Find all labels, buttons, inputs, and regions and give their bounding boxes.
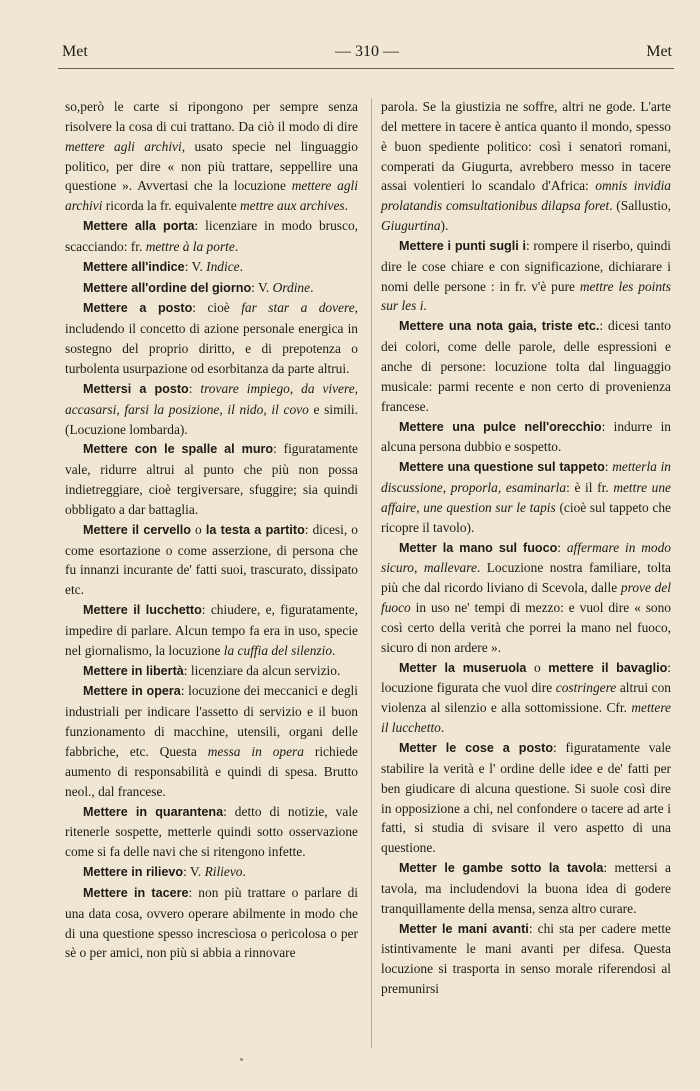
entry-gambe (381, 858, 671, 919)
headword: Mettere in opera (83, 684, 181, 699)
italic-text: far star a dovere (241, 300, 355, 316)
headword: Mettere il cervello (83, 522, 191, 537)
headword: Mettere in tacere (83, 885, 189, 900)
entry-text: . (234, 238, 239, 254)
entry-text: . (440, 720, 445, 736)
italic-text: mettere agli archivi (65, 178, 358, 214)
entry-posto (65, 298, 358, 378)
italic-text: trovare impiego, da vivere, accasarsi, farsi la posizione, il nido, il covo (65, 380, 358, 417)
entry-text: . (239, 258, 243, 274)
italic-text: metterla in discussione, proporla, esaminarla (381, 459, 671, 496)
entry-text: : indurre in alcuna persona dubbio e sospetto. (381, 418, 671, 455)
entry-porta (65, 216, 358, 257)
entry-text: : dicesi, o come esortazione o come asserzione, di persona che fu innanzi incurante de' fatti suoi, trascurato, dissipato etc. (65, 521, 358, 598)
entry-mano-fuoco (381, 538, 671, 658)
entry-text: : non più trattare o parlare di una data cosa, ovvero operare abilmente in modo che di una questione spesso increscìosa o pericolosa o per sè o per amici, non più si abbia a rinnovare (65, 884, 358, 961)
italic-text: Indice (206, 258, 240, 274)
entry-text: parola. Se la giustizia ne soffre, altri ne gode. L'arte del mettere in tacere è antica quanto il mondo, spesso è buon spediente politico: così i senatori romani, comperati da Giugurta, avrebbero messo in tacere assai volentieri lo scandalo d'Africa: (381, 99, 671, 194)
headword: Metter la mano sul fuoco (399, 540, 558, 555)
entry-text: so,però le carte si ripongono per sempre senza risolvere la cosa di cui trattano. Da ciò il modo di dire (65, 99, 358, 134)
entry-text: : figuratamente vale stabilire la verità e l' ordine delle idee e de' fatti per ben giudicare di alcuna questione. Si suole così dire in opposizione a chi, nel confondere o tacere ad arte i fatti, si studia di svisare il vero aspetto di una questione. (381, 740, 671, 856)
headword: Mettere all'indice (83, 259, 185, 274)
headword: Mettersi a posto (83, 381, 189, 396)
headword: Metter le cose a posto (399, 741, 554, 755)
headword: Mettere una pulce nell'orecchio (399, 419, 602, 434)
headword: Metter la museruola (399, 660, 527, 675)
entry-text: : (557, 539, 567, 555)
headword: la testa a partito (205, 522, 305, 537)
italic-text: mettre une affaire, une question sur le tapis (381, 480, 671, 515)
entry-text: ). (440, 218, 449, 234)
entry-tacere-cont (381, 97, 671, 236)
entry-text: . (344, 198, 348, 214)
entry-text: , includendo il concetto di azione personale energica in sostegno del proprio diritto, e di prepotenza o turbolenta usurpazione od esorbitanza da parte altrui. (65, 300, 359, 376)
entry-quarantena (65, 802, 358, 863)
entry-text: ricorda la fr. equivalente (102, 198, 240, 214)
entry-cose-posto (381, 738, 671, 858)
headword: Metter le gambe sotto la tavola (399, 861, 604, 876)
running-head (62, 43, 672, 67)
entry-punti (381, 236, 671, 316)
entry-text: e simili. (Locuzione lombarda). (65, 401, 358, 437)
entry-indice (65, 257, 358, 278)
running-head-left: Met (62, 43, 88, 60)
entry-text: : (604, 459, 613, 475)
entry-text: . (332, 642, 336, 658)
left-column (65, 97, 358, 963)
entry-text: : chi sta per cadere mette istintivamente le mani avanti per difesa. Questa locuzione si trasporta in senso morale riferendosi al premunirsi (381, 920, 671, 997)
entry-text: : figuratamente vale, ridurre altrui al punto che più non possa indietreggiare, cioè tergiversare, sfuggire; sia quindi obbligato a dar battaglia. (65, 441, 358, 517)
entry-cervello (65, 520, 358, 600)
entry-text: o (190, 521, 206, 537)
entry-text: , usato specie nel linguaggio politico, per dire « non più trattare, seppellire una questione ». Avvertasi che la locuzione (65, 138, 358, 194)
headword: Mettere alla porta (83, 219, 195, 234)
entry-text: . Locuzione nostra familiare, tolta più che dal ricordo liviano di Scevola, dalle (381, 560, 671, 596)
entry-text: : cioè (192, 300, 242, 316)
entry-opera (65, 681, 358, 801)
entry-text: : locuzione dei meccanici e degli industriali per indicare l'assetto di servizio e il buon funzionamento di macchine, utensili, organi delle fabbriche, etc. Questa (65, 683, 358, 759)
italic-text: mettre aux archives (240, 198, 345, 214)
entry-text: : V. (251, 279, 273, 295)
entry-lucchetto (65, 600, 358, 661)
header-rule (58, 68, 674, 69)
headword: Mettere una questione sul tappeto (399, 460, 605, 475)
entry-text: altrui con violenza al silenzio e alla sottomissione. Cfr. (381, 680, 671, 716)
italic-text: messa in opera (207, 744, 304, 759)
entry-text: : V. (183, 864, 205, 880)
entry-text: (cioè sul tappeto che ricopre il tavolo). (381, 499, 671, 535)
entry-text: : locuzione figurata che vuol dire (381, 659, 671, 696)
headword: Mettere a posto (83, 301, 193, 316)
entry-text: o (526, 659, 549, 675)
entry-text: : V. (184, 258, 207, 274)
italic-text: mettere agli archivi (65, 138, 182, 154)
entry-text: . (310, 279, 314, 295)
running-head-right: Met (646, 43, 672, 60)
page-number: — 310 — (335, 43, 399, 60)
headword: Mettere con le spalle al muro (83, 442, 274, 457)
entry-mettersi-posto (65, 379, 358, 440)
entry-nota (381, 316, 671, 416)
headword: Mettere una nota gaia, triste etc. (399, 319, 600, 334)
italic-text: Rilievo (204, 864, 243, 880)
headword: Metter le mani avanti (399, 921, 529, 936)
print-speck (240, 1058, 243, 1061)
italic-text: omnis invidia prolatandis comsultationibus dilapsa foret (381, 178, 671, 214)
entry-text: . (423, 298, 427, 314)
headword: Mettere in quarantena (83, 804, 224, 819)
headword: Mettere in rilievo (83, 865, 184, 880)
entry-liberta (65, 661, 358, 682)
entry-text: : è il fr. (566, 480, 614, 496)
entry-mani-avanti (381, 919, 671, 999)
italic-text: la cuffia del silenzio (223, 642, 333, 658)
headword: Mettere all'ordine del giorno (83, 280, 252, 295)
column-divider (371, 98, 372, 1048)
italic-text: Giugurtina (381, 218, 441, 234)
italic-text: mettre à la porte (145, 238, 235, 254)
entry-cont (65, 97, 358, 216)
headword: Mettere il lucchetto (83, 603, 202, 618)
entry-text: : chiudere, e, figuratamente, impedire di parlare. Alcun tempo fa era in uso, specie nel giornalismo, la locuzione (65, 602, 359, 658)
entry-spalle (65, 439, 358, 519)
entry-text: : mettersi a tavola, ma includendovi la buona idea di godere tranquillamente della mensa, senza altro curare. (381, 860, 671, 916)
entry-text: richiede aumento di responsabilità e quindi di spesa. Brutto neol., dal francese. (65, 744, 358, 799)
headword: mettere il bavaglio (548, 660, 668, 675)
entry-text: : detto di notizie, vale ritenerle sospette, metterle quindi sotto osservazione come si fa delle navi che si ritengono infette. (65, 803, 358, 860)
entry-text: in uso ne' tempi di mezzo: e vuol dire « sono così certo della verità che porrei la mano nel fuoco, sicuro di non ardere ». (381, 600, 671, 655)
italic-text: Ordine (272, 279, 311, 295)
entry-ordine (65, 278, 358, 299)
entry-text: : (188, 380, 201, 396)
entry-text: : rompere il riserbo, quindi dire le cose chiare e con significazione, dichiarare i nomi delle persone : in fr. v'è pure (381, 237, 671, 294)
entry-rilievo (65, 862, 358, 883)
italic-text: mettre les points sur les i (381, 278, 671, 314)
right-column (381, 97, 671, 999)
italic-text: costringere (555, 680, 617, 696)
headword: Mettere i punti sugli i (399, 238, 527, 253)
entry-text: : licenziare in modo brusco, scacciando: fr. (65, 218, 358, 254)
entry-text: . (Sallustio, (609, 198, 671, 214)
entry-tacere (65, 883, 358, 963)
headword: Mettere in libertà (83, 663, 184, 678)
entry-museruola (381, 658, 671, 738)
entry-text: : dicesi tanto dei colori, come delle parole, delle espressioni e anche di persone: locuzione tolta dal linguaggio musicale: parmi recente e non certo di provenienza francese. (381, 318, 671, 414)
entry-pulce (381, 417, 671, 458)
italic-text: prove del fuoco (381, 580, 672, 616)
italic-text: affermare in modo sicuro, mallevare (381, 539, 671, 576)
entry-text: : licenziare da alcun servizio. (183, 662, 341, 678)
entry-text: . (242, 864, 246, 880)
italic-text: mettere il lucchetto (381, 700, 671, 736)
entry-questione (381, 457, 671, 537)
